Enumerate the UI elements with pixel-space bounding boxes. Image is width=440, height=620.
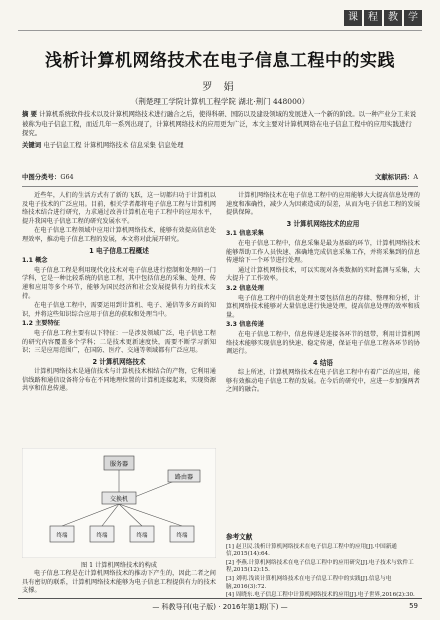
classification-row — [22, 172, 418, 181]
paragraph: 计算机网络技术是通信技术与计算机技术相结合的产物，它利用通信线路和通信设备将分布在不同地理位置的计算机连接起来，实现资源共享和信息传递。 — [22, 368, 216, 393]
article-title: 浅析计算机网络技术在电子信息工程中的实践 — [45, 51, 395, 71]
article-affiliation: （荆楚理工学院计算机工程学院 湖北·荆门 448000） — [130, 97, 310, 106]
paragraph: 在电子信息工程中，信息采集是最为基础的环节，计算机网络技术能够帮助工作人员快速、准确地完成信息采集工作，并将采集到的信息传递给下一个环节进行处理。 — [226, 239, 420, 265]
svg-text:终端: 终端 — [56, 533, 68, 539]
svg-text:路由器: 路由器 — [174, 474, 194, 481]
right-column — [226, 192, 420, 396]
paragraph: 在电子信息工程中，信息传递是连接各环节的纽带，利用计算机网络技术能够实现信息的快速、稳定传递，保证电子信息工程各环节的协调运行。 — [226, 330, 420, 356]
subsection-heading: 1.2 主要特征 — [22, 320, 60, 328]
doc-code: 文献标识码：A — [375, 173, 418, 181]
subsection-heading: 1.1 概念 — [22, 257, 48, 265]
svg-text:终端: 终端 — [96, 533, 108, 539]
paragraph: 在电子信息工程中，需要运用到计算机、电子、通信等多方面的知识，并将这些知识综合应用于信息的获取和处理当中。 — [22, 302, 216, 318]
section-badge — [344, 10, 422, 26]
figure-caption: 图 1 计算机网络技术的构成 — [81, 562, 157, 569]
paragraph: 电子信息工程是在计算机网络技术的推动下产生的，因此二者之间具有密切的联系，计算机网络技术能够为电子信息工程提供有力的技术支撑。 — [22, 570, 216, 595]
terminal-node — [90, 526, 114, 542]
network-figure — [22, 448, 216, 558]
article-author: 罗 娟 — [202, 82, 238, 93]
section-heading: 3 计算机网络技术的应用 — [286, 219, 360, 228]
terminal-node — [170, 526, 194, 542]
svg-text:终端: 终端 — [176, 533, 188, 539]
badge-char: 课 — [344, 10, 362, 26]
left-column — [22, 192, 216, 395]
keywords-row — [22, 141, 418, 151]
router-node — [168, 470, 200, 482]
terminal-node — [130, 526, 154, 542]
keywords-text: 电子信息工程 计算机网络技术 信息采集 信息处理 — [43, 140, 184, 149]
switch-node — [102, 492, 136, 504]
svg-text:服务器: 服务器 — [109, 461, 129, 468]
badge-char: 教 — [384, 10, 402, 26]
footer-rule — [18, 598, 422, 599]
reference-item: [4] 周晓东.电子信息工程中计算机网络技术的应用[J].电子世界,2016(2):30. — [226, 592, 415, 599]
paragraph: 通过计算机网络技术，可以实现对各类数据的实时监测与采集，大大提升了工作效率。 — [226, 266, 420, 283]
svg-text:交换机: 交换机 — [109, 496, 129, 503]
abstract-label: 摘 要 — [22, 110, 38, 118]
reference-item: [1] 赵卫民.浅析计算机网络技术在电子信息工程中的应用[J].中国新通信,2015(14):64. — [226, 543, 397, 558]
keywords-label: 关键词 — [22, 140, 42, 149]
badge-char: 学 — [404, 10, 422, 26]
badge-char: 程 — [364, 10, 382, 26]
paragraph: 近些年，人们的生活方式有了新的飞跃，这一切都归功于计算机以及电子技术的广泛应用。目前，相关学者都将电子信息工程与计算机网络技术结合进行研究，力求通过改善计算机在电子工程中的应用水平，提升我国电子信息工程的研究发展水平。 — [22, 192, 216, 225]
abstract-text: 计算机系统软件技术以及计算机网络技术进行融合之后，使得科研、国防以及建设领域的发展进入一个新的阶段。以一种产业分工来说被称为电子信息工程，而近几年一系列出现了，计算机网络技术的应用更为广泛，本文主要对计算机网络在电子信息工程中的应用实践进行探究。 — [22, 110, 417, 138]
reference-item: [3] 刘明.浅谈计算机网络技术在电子信息工程中的实践[J].信息与电脑,2016(3):72. — [226, 575, 392, 590]
subsection-heading: 3.1 信息采集 — [226, 230, 264, 238]
references — [226, 532, 420, 601]
subsection-heading: 3.3 信息传递 — [226, 321, 264, 329]
paragraph: 电子信息工程主要有以下特征：一是涉及领域广泛，电子信息工程的研究内容覆盖多个学科；二是技术更新速度快，需要不断学习新知识；三是应用范围广，在国防、医疗、交通等领域都有广泛应用。 — [22, 329, 216, 355]
header-rule — [18, 30, 422, 31]
terminal-node — [50, 526, 74, 542]
page-number: 59 — [409, 602, 418, 610]
section-heading: 4 结语 — [312, 358, 334, 367]
paragraph: 计算机网络技术在电子信息工程中的应用能够大大提高信息处理的速度和准确性，减少人为因素造成的误差，从而为电子信息工程的发展提供保障。 — [226, 192, 420, 217]
clc-code: 中图分类号：G64 — [22, 173, 74, 181]
server-node — [104, 456, 134, 470]
abstract — [22, 110, 418, 150]
paragraph: 电子信息工程中的信息处理主要包括信息的存储、整理和分析，计算机网络技术能够对大量信息进行快速处理，提高信息处理的效率和质量。 — [226, 294, 420, 319]
references-heading: 参考文献 — [226, 533, 253, 541]
section-heading: 2 计算机网络技术 — [92, 357, 146, 366]
abstract-rule — [22, 186, 418, 187]
paragraph: 综上所述，计算机网络技术在电子信息工程中有着广泛的应用，能够有效推动电子信息工程的发展。在今后的研究中，应进一步加强两者之间的融合。 — [226, 369, 420, 394]
section-heading: 1 电子信息工程概述 — [89, 246, 149, 255]
paragraph: 电子信息工程是利用现代化技术对电子信息进行控制和处理的一门学科，它是一种比较系统的信息工程，其中包括信息的采集、处理、传递和应用等多个环节，能够为国民经济和社会发展提供有力的技术支持。 — [22, 266, 216, 300]
journal-footer: — 科教导刊(电子版) · 2016年第1期(下) — — [152, 603, 288, 611]
left-column-tail — [22, 570, 216, 596]
subsection-heading: 3.2 信息处理 — [226, 284, 264, 292]
paragraph: 在电子信息工程领域中应用计算机网络技术，能够有效提高信息处理效率，推动电子信息工程的发展，本文将对此展开研究。 — [22, 227, 216, 243]
svg-text:终端: 终端 — [136, 533, 148, 539]
reference-item: [2] 李燕.计算机网络技术在电子信息工程中的应用研究[J].电子技术与软件工程,2015(12):15. — [226, 559, 414, 574]
